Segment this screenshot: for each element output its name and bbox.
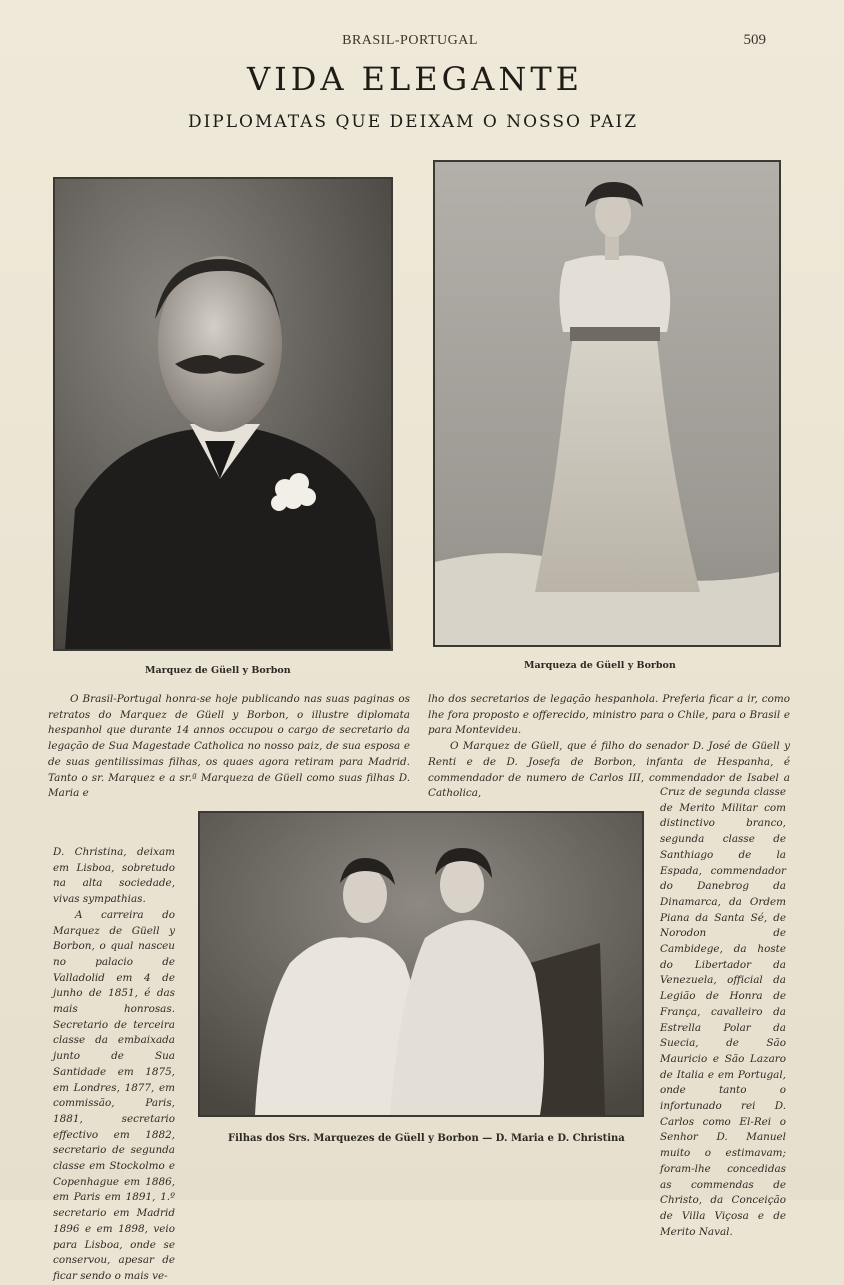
article-intro-paragraph: O Brasil-Portugal honra-se hoje publicando nas suas paginas os retratos do Marquez de Güell y Borbon, o illustre diplomata hespanhol que durante 14 annos occupou o cargo de secretario da legação de Sua Magestade Catholica no nosso paiz, de sua esposa e de suas gentilissimas filhas, os quaes agora retiram para Madrid. Tanto o sr. Marquez e a sr.ª Marqueza de Güell como suas filhas D. Maria e (48, 693, 410, 800)
article-left-paragraph-2: A carreira do Marquez de Güell y Borbon, o qual nasceu no palacio de Valladolid em 4 de junho de 1851, é das mais honrosas. Secretario de terceira classe da embaixada junto de Sua Santidade em 1875, em Londres, 1877, em commissão, Paris, 1881, secretario effectivo em 1882, secretario de segunda classe em Stockolmo e Copenhague em 1886, em Paris em 1891, 1.º secretario em Madrid 1896 e em 1898, veio para Lisboa, onde se conservou, apesar de ficar sendo o mais ve- (53, 908, 175, 1282)
running-title: BRASIL-PORTUGAL (342, 33, 478, 48)
marquez-portrait-image (55, 179, 391, 649)
article-intro-column (48, 692, 410, 802)
marqueza-portrait-photo (433, 160, 781, 647)
article-left-narrow-column (53, 845, 175, 1285)
daughters-photo (198, 811, 644, 1117)
marqueza-portrait-image (435, 162, 779, 645)
article-right-narrow-column (660, 785, 786, 1240)
daughters-caption: Filhas dos Srs. Marquezes de Güell y Borbon — D. Maria e D. Christina (228, 1133, 625, 1144)
marquez-caption: Marquez de Güell y Borbon (145, 665, 291, 676)
article-left-paragraph-1: D. Christina, deixam em Lisboa, sobretudo na alta sociedade, vivas sympathias. (53, 846, 175, 906)
article-right-paragraph-2: O Marquez de Güell, que é filho do senador D. José de Güell y Renti e de D. Josefa de Borbon, infanta de Hespanha, é commendador de numero de Carlos III, commendador de Isabel a Catholica, (428, 740, 790, 800)
marqueza-caption: Marqueza de Güell y Borbon (524, 660, 676, 671)
article-right-narrow-paragraph: Cruz de segunda classe de Merito Militar com distinctivo branco, segunda classe de Santhiago de la Espada, commendador do Danebrog da Dinamarca, da Ordem Piana da Santa Sé, de Norodon de Cambidege, da hoste do Libertador da Venezuela, official da Legião de Honra de França, cavalleiro da Estrella Polar da Suecia, de São Mauricio e São Lazaro de Italia e em Portugal, onde tanto o infortunado rei D. Carlos como El-Rei o Senhor D. Manuel muito o estimavam; foram-lhe concedidas as commendas de Christo, da Conceição de Villa Viçosa e de Merito Naval. (660, 786, 786, 1238)
daughters-image (200, 813, 642, 1115)
page-subheadline: DIPLOMATAS QUE DEIXAM O NOSSO PAIZ (187, 112, 639, 132)
marquez-portrait-photo (53, 177, 393, 651)
page-number: 509 (743, 32, 766, 48)
article-right-paragraph-1: lho dos secretarios de legação hespanhola. Preferia ficar a ir, como lhe fora proposto e offerecido, ministro para o Chile, para o Brasil e para Montevideu. (428, 693, 790, 737)
page-headline: VIDA ELEGANTE (246, 60, 584, 98)
